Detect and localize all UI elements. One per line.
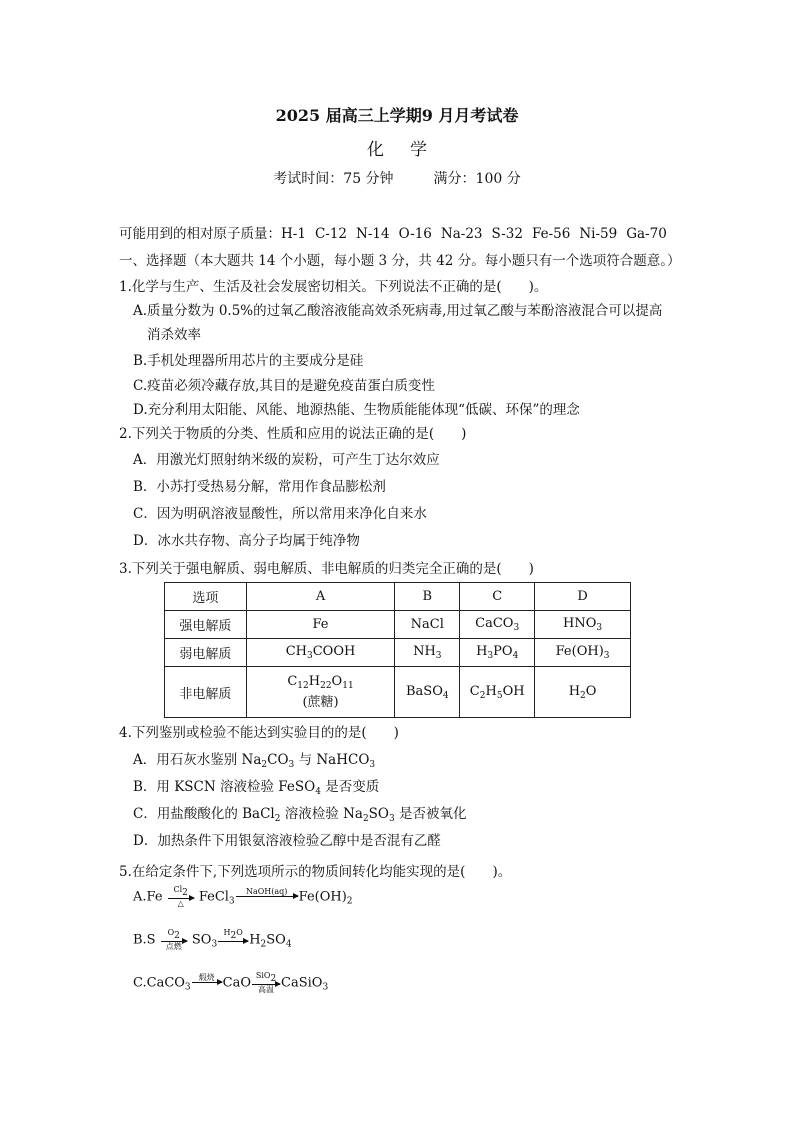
exam-title: 2025 届高三上学期9 月月考试卷 <box>275 106 519 125</box>
q2-stem: 2.下列关于物质的分类、性质和应用的说法正确的是( ) <box>119 426 467 442</box>
row-label: 强电解质 <box>165 611 247 639</box>
row-label: 弱电解质 <box>165 639 247 667</box>
row-label: 非电解质 <box>165 667 247 718</box>
q1-option-a-cont: 消杀效率 <box>147 327 201 343</box>
q4-b-text2: 是否变质 <box>320 779 380 795</box>
q2-option-a: A．用激光灯照射纳米级的炭粉，可产生丁达尔效应 <box>133 452 440 468</box>
q2-option-c: C．因为明矾溶液显酸性，所以常用来净化自来水 <box>133 506 427 522</box>
q5-a-label: A.Fe <box>133 889 163 905</box>
reaction-arrow <box>192 973 222 993</box>
arrow-condition: O <box>167 928 175 937</box>
table-cell: CaCO$_3$ <box>460 611 535 639</box>
q4-option-c: C．用盐酸酸化的 BaCl$_2$ 溶液检验 $Na_2SO_3$ 是否被氧化 <box>133 806 467 824</box>
mass-item: O-16 <box>398 226 432 242</box>
q4-option-b: B．用 KSCN 溶液检验 FeSO$_4$ 是否变质 <box>133 779 380 797</box>
q5-option-a: A.Fe $Cl_2$ △ FeCl$_3$ NaOH(aq) $Fe(OH)_2$ <box>133 885 353 908</box>
exam-subject: 化学 <box>367 140 453 160</box>
q1-stem: 1.化学与生产、生活及社会发展密切相关。下列说法不正确的是( )。 <box>119 279 548 295</box>
q5-b-mid: SO <box>191 932 212 948</box>
q4-a-text: A．用石灰水鉴别 Na <box>133 752 262 768</box>
reaction-arrow: $Cl_2$ △ <box>168 885 194 909</box>
q4-b-text: B．用 KSCN 溶液检验 FeSO <box>133 779 316 795</box>
table-row <box>165 667 631 718</box>
arrow-condition: Cl <box>173 885 183 894</box>
arrow-condition: SiO <box>255 971 271 980</box>
reaction-arrow <box>236 887 298 907</box>
q4-a-formula2: 与 NaHCO <box>294 752 370 768</box>
arrow-condition: 高温 <box>258 985 275 994</box>
mass-item: Ga-70 <box>626 226 667 242</box>
table-row <box>165 639 631 667</box>
exam-score: 满分：100 分 <box>433 171 521 187</box>
mass-item: Fe-56 <box>531 226 571 242</box>
table-cell: $H_3PO_4$ <box>460 639 535 667</box>
exam-time: 考试时间：75 分钟 <box>273 171 394 187</box>
q4-option-d: D．加热条件下用银氨溶液检验乙醇中是否混有乙醛 <box>133 833 441 849</box>
table-header-cell: B <box>395 583 460 611</box>
q4-c-text3: 是否被氧化 <box>394 806 467 822</box>
table-cell: BaSO$_4$ <box>395 667 460 718</box>
q4-option-a: A．用石灰水鉴别 $Na_2CO_3$ 与 NaHCO$_3$ <box>133 752 376 770</box>
q4-c-text2: 溶液检验 Na <box>280 806 363 822</box>
table-cell: NaCl <box>395 611 460 639</box>
mass-item: S-32 <box>491 226 523 242</box>
table-header-cell: D <box>535 583 631 611</box>
q1-option-a: A.质量分数为 0.5%的过氧乙酸溶液能高效杀死病毒,用过氧乙酸与苯酚溶液混合可以提高 <box>133 303 663 319</box>
q5-b-label: B.S <box>133 932 156 948</box>
q5-b-end: H <box>249 932 261 948</box>
table-cell: $C_{12}H_{22}O_{11}$ (蔗糖) <box>246 667 395 718</box>
q5-a-mid: FeCl <box>198 889 229 905</box>
table-cell: $NH_3$ <box>395 639 460 667</box>
table-cell: $Fe(OH)_3$ <box>535 639 631 667</box>
table-row <box>165 611 631 639</box>
mass-item: H-1 <box>281 226 306 242</box>
q5-option-c: C.CaCO$_3$ 煅烧 CaO SiO$_2$ 高温 CaSiO$_3$ <box>133 971 329 994</box>
q4-c-formula: SO <box>368 806 389 822</box>
arrow-condition: △ <box>177 899 184 908</box>
arrow-condition: 煅烧 <box>198 973 215 982</box>
table-header-cell: 选项 <box>165 583 247 611</box>
q4-stem: 4.下列鉴别或检验不能达到实验目的的是( ) <box>119 725 399 741</box>
arrow-condition: NaOH(aq) <box>245 887 288 896</box>
q5-c-end: CaSiO <box>281 975 323 991</box>
mass-item: C-12 <box>314 226 348 242</box>
q2-option-d: D．冰水共存物、高分子均属于纯净物 <box>133 533 360 549</box>
table-cell: $C_2H_5OH$ <box>460 667 535 718</box>
table-cell: $HNO_3$ <box>535 611 631 639</box>
q5-c-label: C.CaCO <box>133 975 185 991</box>
q5-c-mid: CaO <box>222 975 252 991</box>
q1-option-b: B.手机处理器所用芯片的主要成分是硅 <box>133 353 364 369</box>
q5-option-b: B.S $O_2$ 点燃 $SO_3$ $H_2O$ $H_2SO_4$ <box>133 928 292 951</box>
q5-stem: 5.在给定条件下,下列选项所示的物质间转化均能实现的是( )。 <box>119 864 512 880</box>
q1-option-d: D.充分利用太阳能、风能、地源热能、生物质能能体现“低碳、环保”的理念 <box>133 402 580 418</box>
table-header-row <box>165 583 631 611</box>
exam-info <box>0 168 794 188</box>
arrow-condition: O <box>236 928 243 937</box>
q4-c-text: C．用盐酸酸化的 BaCl <box>133 806 275 822</box>
q5-b-end2: SO <box>266 932 286 948</box>
reaction-arrow: SiO$_2$ 高温 <box>252 971 280 995</box>
sucrose-label: (蔗糖) <box>302 695 339 710</box>
mass-item: Ni-59 <box>579 226 618 242</box>
table-cell: Fe <box>246 611 395 639</box>
arrow-condition: 点燃 <box>165 942 182 951</box>
atomic-masses <box>119 222 676 242</box>
table-cell: $CH_3COOH$ <box>246 639 395 667</box>
mass-item: Na-23 <box>440 226 483 242</box>
q5-a-end: Fe(OH) <box>298 889 347 905</box>
atomic-masses-label: 可能用到的相对原子质量： <box>119 226 281 242</box>
table-cell: $H_2O$ <box>535 667 631 718</box>
arrow-condition: H <box>223 928 231 937</box>
q1-option-c: C.疫苗必须冷藏存放,其目的是避免疫苗蛋白质变性 <box>133 378 435 394</box>
q3-stem: 3.下列关于强电解质、弱电解质、非电解质的归类完全正确的是( ) <box>119 561 534 577</box>
table-header-cell: A <box>246 583 395 611</box>
electrolyte-table <box>164 582 631 718</box>
q2-option-b: B．小苏打受热易分解，常用作食品膨松剂 <box>133 479 386 495</box>
mass-item: N-14 <box>356 226 390 242</box>
reaction-arrow: $H_2O$ <box>218 928 248 952</box>
reaction-arrow: $O_2$ 点燃 <box>161 928 187 952</box>
table-header-cell: C <box>460 583 535 611</box>
section-heading: 一、选择题（本大题共 14 个小题，每小题 3 分，共 42 分。每小题只有一个选项符合题意。） <box>119 253 681 269</box>
q4-a-formula: CO <box>267 752 289 768</box>
